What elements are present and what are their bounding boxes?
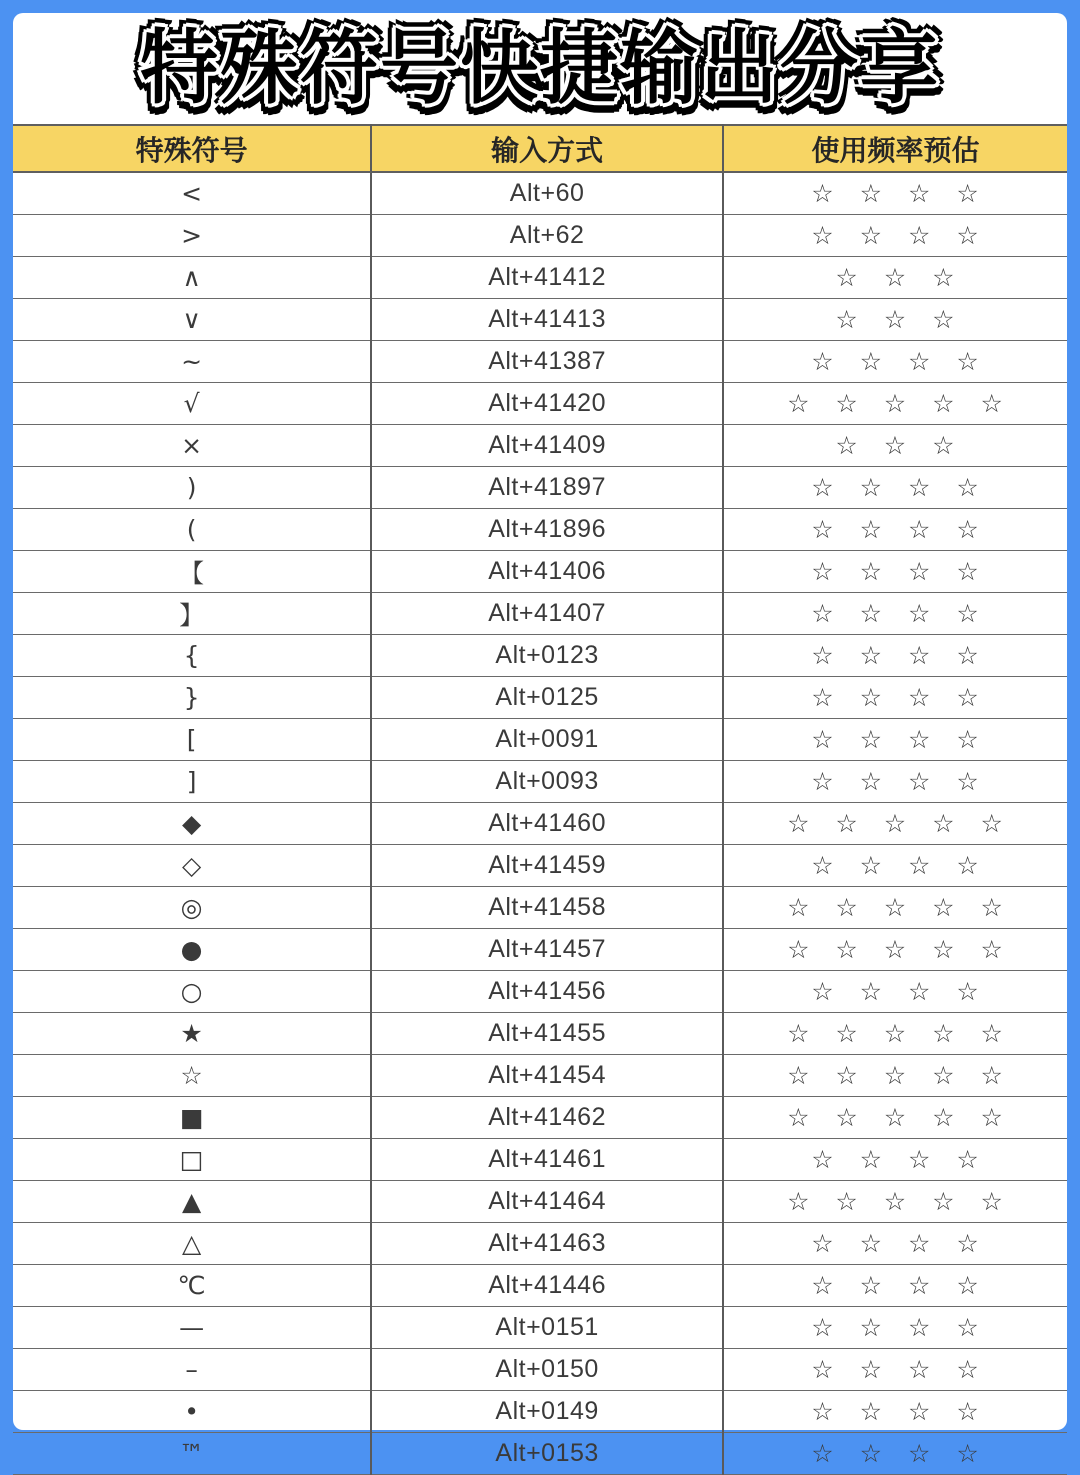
- code-cell: Alt+41457: [371, 929, 723, 971]
- rating-cell: ☆ ☆ ☆ ☆: [723, 1349, 1067, 1391]
- table-row: [13, 1433, 1067, 1475]
- code-cell: Alt+41387: [371, 341, 723, 383]
- rating-cell: ☆ ☆ ☆ ☆ ☆: [723, 803, 1067, 845]
- code-cell: Alt+41454: [371, 1055, 723, 1097]
- symbol-cell: –: [13, 1349, 371, 1391]
- table-row: [13, 1349, 1067, 1391]
- rating-cell: ☆ ☆ ☆ ☆: [723, 1139, 1067, 1181]
- symbol-cell: ): [13, 467, 371, 509]
- rating-cell: ☆ ☆ ☆ ☆: [723, 1265, 1067, 1307]
- code-cell: Alt+41413: [371, 299, 723, 341]
- table-row: [13, 1391, 1067, 1433]
- table-row: [13, 1055, 1067, 1097]
- symbol-cell: □: [13, 1139, 371, 1181]
- symbol-table-body: [13, 172, 1067, 1475]
- column-header-input: 输入方式: [371, 125, 723, 172]
- rating-cell: ☆ ☆ ☆ ☆: [723, 551, 1067, 593]
- code-cell: Alt+41446: [371, 1265, 723, 1307]
- page-title: 特殊符号快捷输出分享: [139, 22, 940, 116]
- table-row: [13, 1013, 1067, 1055]
- table-row: [13, 425, 1067, 467]
- table-row: [13, 1265, 1067, 1307]
- code-cell: Alt+41463: [371, 1223, 723, 1265]
- column-header-frequency: 使用频率预估: [723, 125, 1067, 172]
- rating-cell: ☆ ☆ ☆ ☆: [723, 719, 1067, 761]
- code-cell: Alt+41409: [371, 425, 723, 467]
- table-row: [13, 383, 1067, 425]
- table-row: [13, 845, 1067, 887]
- code-cell: Alt+41464: [371, 1181, 723, 1223]
- table-row: [13, 635, 1067, 677]
- table-row: [13, 971, 1067, 1013]
- table-row: [13, 1097, 1067, 1139]
- rating-cell: ☆ ☆ ☆ ☆: [723, 593, 1067, 635]
- symbol-cell: ∧: [13, 257, 371, 299]
- symbol-cell: ∨: [13, 299, 371, 341]
- table-row: [13, 677, 1067, 719]
- code-cell: Alt+0151: [371, 1307, 723, 1349]
- code-cell: Alt+0123: [371, 635, 723, 677]
- code-cell: Alt+60: [371, 172, 723, 215]
- code-cell: Alt+41455: [371, 1013, 723, 1055]
- table-row: [13, 172, 1067, 215]
- symbol-cell: ■: [13, 1097, 371, 1139]
- rating-cell: ☆ ☆ ☆ ☆: [723, 341, 1067, 383]
- code-cell: Alt+41459: [371, 845, 723, 887]
- symbol-cell: ℃: [13, 1265, 371, 1307]
- rating-cell: ☆ ☆ ☆ ☆: [723, 1307, 1067, 1349]
- table-row: [13, 887, 1067, 929]
- rating-cell: ☆ ☆ ☆ ☆: [723, 845, 1067, 887]
- rating-cell: ☆ ☆ ☆ ☆ ☆: [723, 1055, 1067, 1097]
- symbol-cell: {: [13, 635, 371, 677]
- code-cell: Alt+41461: [371, 1139, 723, 1181]
- rating-cell: ☆ ☆ ☆ ☆: [723, 1433, 1067, 1475]
- code-cell: Alt+41406: [371, 551, 723, 593]
- rating-cell: ☆ ☆ ☆ ☆: [723, 971, 1067, 1013]
- rating-cell: ☆ ☆ ☆ ☆: [723, 509, 1067, 551]
- rating-cell: ☆ ☆ ☆ ☆ ☆: [723, 1181, 1067, 1223]
- content-panel: [13, 13, 1067, 1468]
- symbol-cell: }: [13, 677, 371, 719]
- code-cell: Alt+0153: [371, 1433, 723, 1475]
- symbol-cell: >: [13, 215, 371, 257]
- symbol-cell: 【: [13, 551, 371, 593]
- code-cell: Alt+41456: [371, 971, 723, 1013]
- table-row: [13, 929, 1067, 971]
- symbol-cell: —: [13, 1307, 371, 1349]
- code-cell: Alt+0125: [371, 677, 723, 719]
- code-cell: Alt+41412: [371, 257, 723, 299]
- code-cell: Alt+0091: [371, 719, 723, 761]
- symbol-cell: •: [13, 1391, 371, 1433]
- code-cell: Alt+41462: [371, 1097, 723, 1139]
- rating-cell: ☆ ☆ ☆: [723, 299, 1067, 341]
- rating-cell: ☆ ☆ ☆: [723, 425, 1067, 467]
- table-row: [13, 1223, 1067, 1265]
- symbol-cell: 】: [13, 593, 371, 635]
- table-row: [13, 257, 1067, 299]
- column-header-symbol: 特殊符号: [13, 125, 371, 172]
- symbol-table-header: [13, 125, 1067, 172]
- rating-cell: ☆ ☆ ☆ ☆ ☆: [723, 383, 1067, 425]
- table-row: [13, 341, 1067, 383]
- symbol-cell: ◆: [13, 803, 371, 845]
- rating-cell: ☆ ☆ ☆ ☆: [723, 677, 1067, 719]
- symbol-cell: (: [13, 509, 371, 551]
- symbol-cell: [: [13, 719, 371, 761]
- code-cell: Alt+41407: [371, 593, 723, 635]
- table-row: [13, 299, 1067, 341]
- symbol-cell: ☆: [13, 1055, 371, 1097]
- table-row: [13, 803, 1067, 845]
- code-cell: Alt+41896: [371, 509, 723, 551]
- symbol-cell: ◎: [13, 887, 371, 929]
- rating-cell: ☆ ☆ ☆: [723, 257, 1067, 299]
- code-cell: Alt+62: [371, 215, 723, 257]
- table-row: [13, 1307, 1067, 1349]
- symbol-cell: ™: [13, 1433, 371, 1475]
- table-row: [13, 593, 1067, 635]
- code-cell: Alt+41458: [371, 887, 723, 929]
- rating-cell: ☆ ☆ ☆ ☆: [723, 635, 1067, 677]
- header-row: [13, 125, 1067, 172]
- table-row: [13, 719, 1067, 761]
- code-cell: Alt+0150: [371, 1349, 723, 1391]
- rating-cell: ☆ ☆ ☆ ☆: [723, 467, 1067, 509]
- table-row: [13, 551, 1067, 593]
- symbol-cell: ×: [13, 425, 371, 467]
- rating-cell: ☆ ☆ ☆ ☆: [723, 172, 1067, 215]
- table-row: [13, 215, 1067, 257]
- code-cell: Alt+41460: [371, 803, 723, 845]
- symbol-cell: ○: [13, 971, 371, 1013]
- table-row: [13, 509, 1067, 551]
- table-row: [13, 761, 1067, 803]
- symbol-cell: ◇: [13, 845, 371, 887]
- symbol-cell: ●: [13, 929, 371, 971]
- code-cell: Alt+0149: [371, 1391, 723, 1433]
- symbol-cell: ★: [13, 1013, 371, 1055]
- code-cell: Alt+41897: [371, 467, 723, 509]
- rating-cell: ☆ ☆ ☆ ☆: [723, 1391, 1067, 1433]
- symbol-cell: △: [13, 1223, 371, 1265]
- symbol-cell: ]: [13, 761, 371, 803]
- code-cell: Alt+41420: [371, 383, 723, 425]
- table-row: [13, 1181, 1067, 1223]
- rating-cell: ☆ ☆ ☆ ☆ ☆: [723, 1013, 1067, 1055]
- symbol-cell: √: [13, 383, 371, 425]
- rating-cell: ☆ ☆ ☆ ☆: [723, 1223, 1067, 1265]
- symbol-cell: <: [13, 172, 371, 215]
- rating-cell: ☆ ☆ ☆ ☆: [723, 215, 1067, 257]
- symbol-cell: ▲: [13, 1181, 371, 1223]
- table-row: [13, 1139, 1067, 1181]
- rating-cell: ☆ ☆ ☆ ☆: [723, 761, 1067, 803]
- rating-cell: ☆ ☆ ☆ ☆ ☆: [723, 887, 1067, 929]
- symbol-table: [13, 124, 1067, 1475]
- rating-cell: ☆ ☆ ☆ ☆ ☆: [723, 1097, 1067, 1139]
- symbol-cell: ~: [13, 341, 371, 383]
- code-cell: Alt+0093: [371, 761, 723, 803]
- rating-cell: ☆ ☆ ☆ ☆ ☆: [723, 929, 1067, 971]
- table-row: [13, 467, 1067, 509]
